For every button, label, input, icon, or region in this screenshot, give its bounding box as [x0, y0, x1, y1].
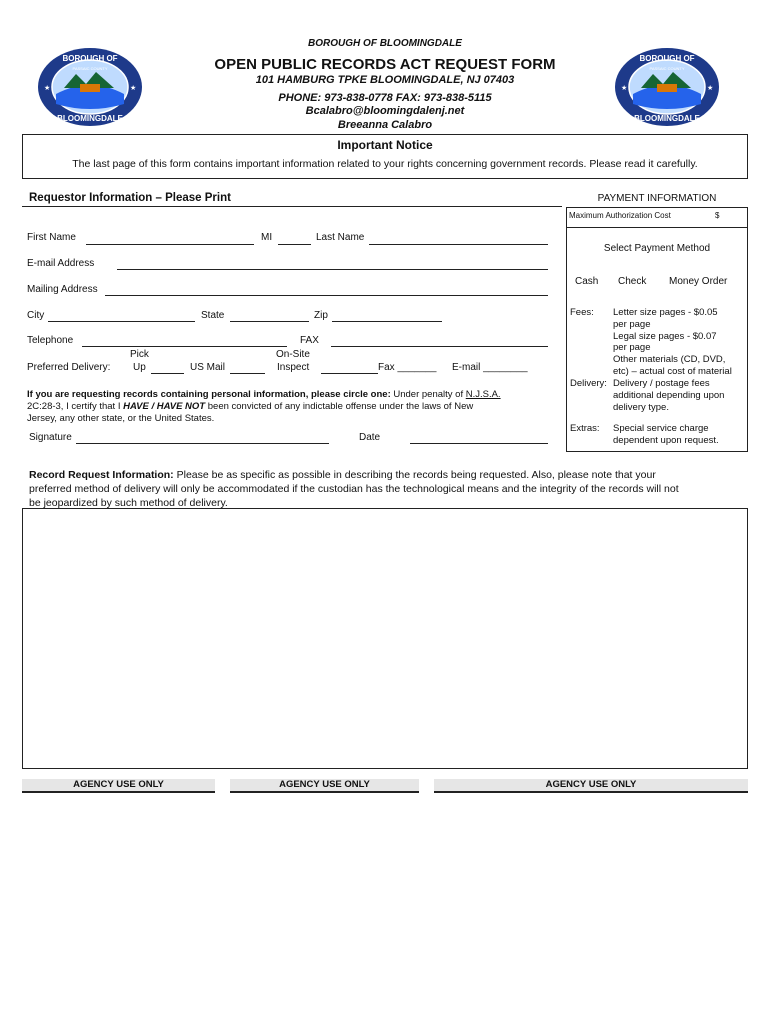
preferred-delivery-label: Preferred Delivery:: [27, 362, 111, 373]
record-request-textarea[interactable]: [22, 508, 748, 769]
usmail-label: US Mail: [190, 362, 226, 373]
certification-line-1: [27, 389, 501, 400]
record-request-line-1: [29, 469, 656, 481]
payment-divider: [567, 227, 747, 228]
mi-label: MI: [261, 232, 273, 243]
svg-text:★: ★: [130, 85, 137, 92]
svg-text:★: ★: [44, 85, 51, 92]
svg-text:★: ★: [707, 85, 714, 92]
zip-label: Zip: [314, 310, 328, 321]
signature-field[interactable]: [76, 443, 329, 444]
record-request-line-2: preferred method of delivery will only be accommodated if the custodian has the technological means and the integrity of the records will not: [29, 483, 679, 495]
last-name-field[interactable]: [369, 244, 548, 245]
state-label: State: [201, 310, 225, 321]
city-label: City: [27, 310, 45, 321]
record-request-text-1: Please be as specific as possible in describing the records being requested. Also, please note that your: [176, 469, 656, 481]
cert-njsa: N.J.S.A.: [465, 389, 501, 400]
inspect-option[interactable]: [321, 373, 378, 374]
delivery-label: Delivery:: [570, 378, 607, 389]
cert-colon: :: [387, 389, 391, 400]
payment-box: [566, 207, 748, 452]
borough-name: BOROUGH OF BLOOMINGDALE: [308, 38, 462, 49]
fax-label: FAX: [300, 335, 319, 346]
svg-text:PASSAIC COUNTY: PASSAIC COUNTY: [72, 66, 108, 71]
have-have-not-option[interactable]: HAVE / HAVE NOT: [123, 401, 206, 412]
extras-1: Special service charge: [613, 423, 709, 434]
fees-label: Fees:: [570, 307, 594, 318]
cert-under: Under penalty of: [393, 389, 464, 400]
telephone-field[interactable]: [82, 346, 287, 347]
certification-line-2: [27, 401, 473, 412]
svg-text:BLOOMINGDALE: BLOOMINGDALE: [634, 114, 700, 123]
state-field[interactable]: [230, 321, 309, 322]
fee-letter: Letter size pages - $0.05: [613, 307, 718, 318]
record-request-line-3: be jeopardized by such method of delivery.: [29, 497, 228, 509]
mi-field[interactable]: [278, 244, 311, 245]
date-field[interactable]: [410, 443, 548, 444]
extras-2: dependent upon request.: [613, 434, 719, 446]
delivery-fee-3: delivery type.: [613, 401, 669, 413]
email-field[interactable]: [117, 269, 548, 270]
header-address: 101 HAMBURG TPKE BLOOMINGDALE, NJ 07403: [255, 74, 515, 86]
requestor-heading-rule: [22, 206, 562, 207]
svg-text:★: ★: [621, 85, 628, 92]
telephone-label: Telephone: [27, 335, 74, 346]
cert-bold: If you are requesting records containing personal information, please circle one: [27, 389, 388, 400]
fee-other-cost: etc) – actual cost of material: [613, 365, 732, 377]
select-payment-method: Select Payment Method: [603, 243, 711, 254]
fee-other: Other materials (CD, DVD,: [613, 354, 726, 366]
fee-legal-unit: per page: [613, 342, 651, 354]
inspect-label: Inspect: [277, 362, 310, 373]
delivery-fee-1: Delivery / postage fees: [613, 378, 710, 389]
delivery-list: [613, 378, 724, 413]
fee-legal: Legal size pages - $0.07: [613, 330, 717, 342]
pickup-option[interactable]: [151, 373, 184, 374]
requestor-heading: Requestor Information – Please Print: [29, 192, 231, 204]
agency-use-only-1: AGENCY USE ONLY: [22, 779, 215, 793]
payment-money-order-option[interactable]: Money Order: [669, 276, 728, 287]
extras-label: Extras:: [570, 423, 600, 434]
notice-text: The last page of this form contains important information related to your rights concerning government records. Please read it carefully.: [72, 158, 698, 170]
svg-text:BOROUGH OF: BOROUGH OF: [62, 54, 118, 63]
record-request-heading: Record Request Information:: [29, 469, 174, 481]
mailing-field[interactable]: [105, 295, 548, 296]
city-field[interactable]: [48, 321, 195, 322]
form-title: OPEN PUBLIC RECORDS ACT REQUEST FORM: [214, 56, 556, 73]
svg-text:PASSAIC COUNTY: PASSAIC COUNTY: [649, 66, 685, 71]
email-label: E-mail Address: [27, 258, 95, 269]
signature-label: Signature: [29, 432, 72, 443]
email-option[interactable]: E-mail ________: [452, 362, 528, 373]
cert-line2b: been convicted of any indictable offense under the laws of New: [207, 401, 474, 412]
important-notice-box: [22, 134, 748, 179]
fees-list: [613, 307, 732, 378]
payment-heading: PAYMENT INFORMATION: [597, 193, 717, 204]
pickup-label: Up: [133, 362, 146, 373]
last-name-label: Last Name: [316, 232, 365, 243]
delivery-fee-2: additional depending upon: [613, 389, 725, 401]
max-auth-dollar[interactable]: $: [715, 211, 720, 220]
first-name-label: First Name: [27, 232, 76, 243]
mailing-label: Mailing Address: [27, 284, 98, 295]
cert-line2a: 2C:28-3, I certify that I: [27, 401, 121, 412]
fax-field[interactable]: [331, 346, 548, 347]
payment-cash-option[interactable]: Cash: [575, 276, 599, 287]
header-email: Bcalabro@bloomingdalenj.net: [305, 105, 465, 117]
notice-title: Important Notice: [337, 138, 433, 152]
agency-use-only-2: AGENCY USE ONLY: [230, 779, 419, 793]
fee-letter-unit: per page: [613, 318, 651, 330]
svg-text:BLOOMINGDALE: BLOOMINGDALE: [57, 114, 123, 123]
first-name-field[interactable]: [86, 244, 254, 245]
header-phone: PHONE: 973-838-0778 FAX: 973-838-5115: [278, 92, 492, 104]
zip-field[interactable]: [332, 321, 442, 322]
svg-text:BOROUGH OF: BOROUGH OF: [639, 54, 695, 63]
extras-list: [613, 423, 719, 447]
onsite-label: On-Site: [276, 349, 310, 360]
payment-check-option[interactable]: Check: [618, 276, 647, 287]
date-label: Date: [359, 432, 381, 443]
max-auth-label: Maximum Authorization Cost: [569, 211, 671, 220]
pick-label: Pick: [130, 349, 149, 360]
fax-option[interactable]: Fax _______: [378, 362, 437, 373]
usmail-option[interactable]: [230, 373, 265, 374]
certification-line-3: Jersey, any other state, or the United States.: [27, 413, 215, 424]
agency-use-only-3: AGENCY USE ONLY: [434, 779, 748, 793]
header-clerk: Breeanna Calabro: [337, 119, 433, 131]
